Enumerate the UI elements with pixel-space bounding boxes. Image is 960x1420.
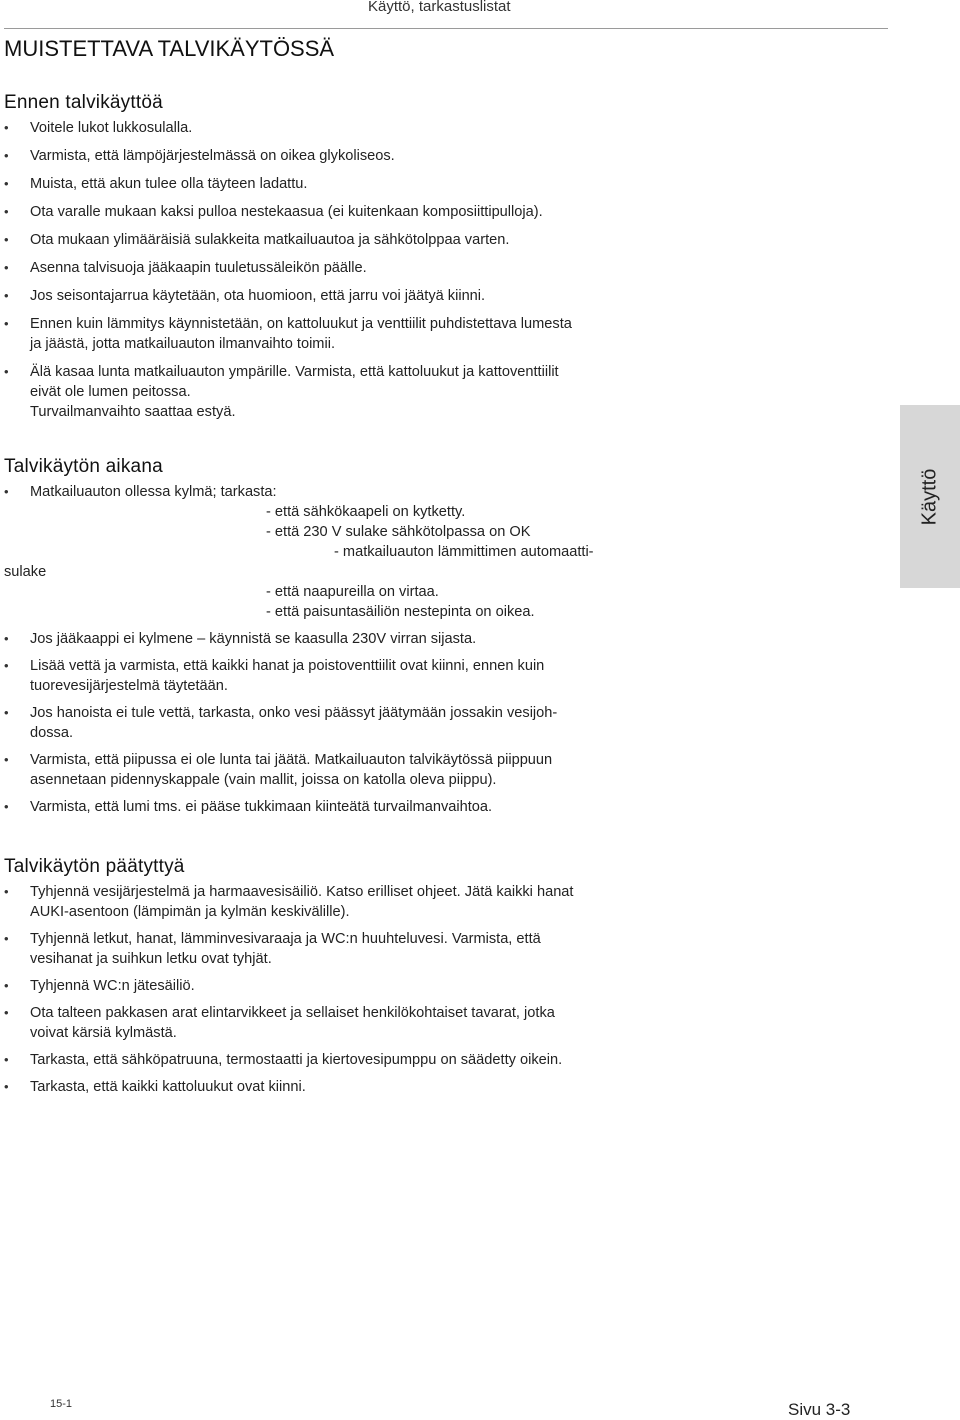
- bullet-list: [4, 882, 884, 1097]
- list-item-text: • Jos hanoista ei tule vettä, tarkasta, onko vesi päässyt jäätymään jossakin vesijoh-: [30, 705, 558, 721]
- list-item-text: • Ota talteen pakkasen arat elintarvikkeet ja sellaiset henkilökohtaiset tavarat, jotka: [30, 1005, 555, 1021]
- list-item: [4, 286, 884, 306]
- list-item-text: eivät ole lumen peitossa.: [30, 384, 191, 400]
- list-item-text: asennetaan pidennyskappale (vain mallit, joissa on katolla oleva piippu).: [30, 772, 497, 788]
- section-heading: Ennen talvikäyttöä: [4, 92, 163, 113]
- list-item-text: • Varmista, että lämpöjärjestelmässä on oikea glykoliseos.: [30, 148, 395, 164]
- list-item-text: • Ota varalle mukaan kaksi pulloa nestekaasua (ei kuitenkaan komposiittipulloja).: [30, 204, 543, 220]
- list-item-text: • Jos jääkaappi ei kylmene – käynnistä se kaasulla 230V virran sijasta.: [30, 631, 477, 647]
- list-item: [4, 258, 884, 278]
- list-item: [4, 118, 884, 138]
- section-after-winter: [4, 856, 884, 1104]
- list-item-text: • Tyhjennä letkut, hanat, lämminvesivaraaja ja WC:n huuhteluvesi. Varmista, että: [30, 931, 541, 947]
- list-item-text: • Voitele lukot lukkosulalla.: [30, 120, 193, 136]
- list-item: [4, 929, 884, 969]
- bullet-list: [4, 118, 884, 422]
- list-item-text: • Ennen kuin lämmitys käynnistetään, on kattoluukut ja venttiilit puhdistettava lumesta: [30, 316, 572, 332]
- list-item-text: Turvailmanvaihto saattaa estyä.: [30, 404, 236, 420]
- list-item-text: • Jos seisontajarrua käytetään, ota huomioon, että jarru voi jäätyä kiinni.: [30, 288, 486, 304]
- list-item-text: • Tarkasta, että kaikki kattoluukut ovat kiinni.: [30, 1079, 306, 1095]
- list-item: [4, 146, 884, 166]
- list-item-text: • Älä kasaa lunta matkailuauton ympärille. Varmista, että kattoluukut ja kattoventtiilit: [30, 364, 559, 380]
- checklist-line: sulake: [4, 564, 47, 580]
- list-item: [4, 362, 884, 422]
- list-item-text: • Varmista, että lumi tms. ei pääse tukkimaan kiinteätä turvailmanvaihtoa.: [30, 799, 493, 815]
- list-item: [4, 750, 884, 790]
- section-heading: Talvikäytön päätyttyä: [4, 856, 185, 877]
- list-item: [4, 629, 884, 649]
- checklist-line: - että sähkökaapeli on kytketty.: [266, 504, 466, 520]
- list-item: [4, 797, 884, 817]
- list-item-text: • Muista, että akun tulee olla täyteen ladattu.: [30, 176, 308, 192]
- list-item-text: voivat kärsiä kylmästä.: [30, 1025, 177, 1041]
- page-number: Sivu 3-3: [788, 1400, 851, 1419]
- list-item: [4, 1050, 884, 1070]
- list-item: [4, 174, 884, 194]
- header-section-label: Käyttö, tarkastuslistat: [368, 0, 511, 15]
- list-item-text: • Tyhjennä WC:n jätesäiliö.: [30, 978, 195, 994]
- checklist-line: - että 230 V sulake sähkötolpassa on OK: [266, 524, 531, 540]
- checklist-line: - matkailuauton lämmittimen automaatti-: [334, 544, 594, 560]
- list-item-text: • Tyhjennä vesijärjestelmä ja harmaavesisäiliö. Katso erilliset ohjeet. Jätä kaikki hanat: [30, 884, 574, 900]
- chapter-side-tab-label: Käyttö: [918, 468, 941, 526]
- list-item-text: vesihanat ja suihkun letku ovat tyhjät.: [30, 951, 272, 967]
- list-item: [4, 976, 884, 996]
- list-item: [4, 202, 884, 222]
- checklist-item: [4, 482, 884, 622]
- section-during-winter: [4, 456, 884, 824]
- list-item: [4, 882, 884, 922]
- checklist-line: - että paisuntasäiliön nestepinta on oikea.: [266, 604, 535, 620]
- footer-code: 15-1: [50, 1398, 73, 1410]
- list-item: [4, 656, 884, 696]
- checklist-intro: • Matkailuauton ollessa kylmä; tarkasta:: [30, 484, 277, 500]
- list-item-text: • Lisää vettä ja varmista, että kaikki hanat ja poistoventtiilit ovat kiinni, ennen kuin: [30, 658, 545, 674]
- list-item-text: • Varmista, että piipussa ei ole lunta tai jäätä. Matkailuauton talvikäytössä piippuun: [30, 752, 553, 768]
- list-item-text: ja jäästä, jotta matkailuauton ilmanvaihto toimii.: [30, 336, 336, 352]
- list-item: [4, 1077, 884, 1097]
- section-heading: Talvikäytön aikana: [4, 456, 163, 477]
- list-item: [4, 230, 884, 250]
- section-before-winter: [4, 92, 884, 430]
- list-item-text: dossa.: [30, 725, 73, 741]
- page-title: MUISTETTAVA TALVIKÄYTÖSSÄ: [4, 36, 335, 61]
- checklist-line: - että naapureilla on virtaa.: [266, 584, 439, 600]
- list-item: [4, 314, 884, 354]
- list-item-text: tuorevesijärjestelmä täytetään.: [30, 678, 228, 694]
- list-item: [4, 1003, 884, 1043]
- list-item: [4, 703, 884, 743]
- list-item-text: • Tarkasta, että sähköpatruuna, termostaatti ja kiertovesipumppu on säädetty oikein.: [30, 1052, 563, 1068]
- list-item-text: AUKI-asentoon (lämpimän ja kylmän keskivälille).: [30, 904, 350, 920]
- header-divider: [4, 28, 888, 29]
- chapter-side-tab: [900, 405, 960, 588]
- list-item-text: • Asenna talvisuoja jääkaapin tuuletussäleikön päälle.: [30, 260, 367, 276]
- list-item-text: • Ota mukaan ylimääräisiä sulakkeita matkailuautoa ja sähkötolppaa varten.: [30, 232, 510, 248]
- bullet-list: [4, 482, 884, 817]
